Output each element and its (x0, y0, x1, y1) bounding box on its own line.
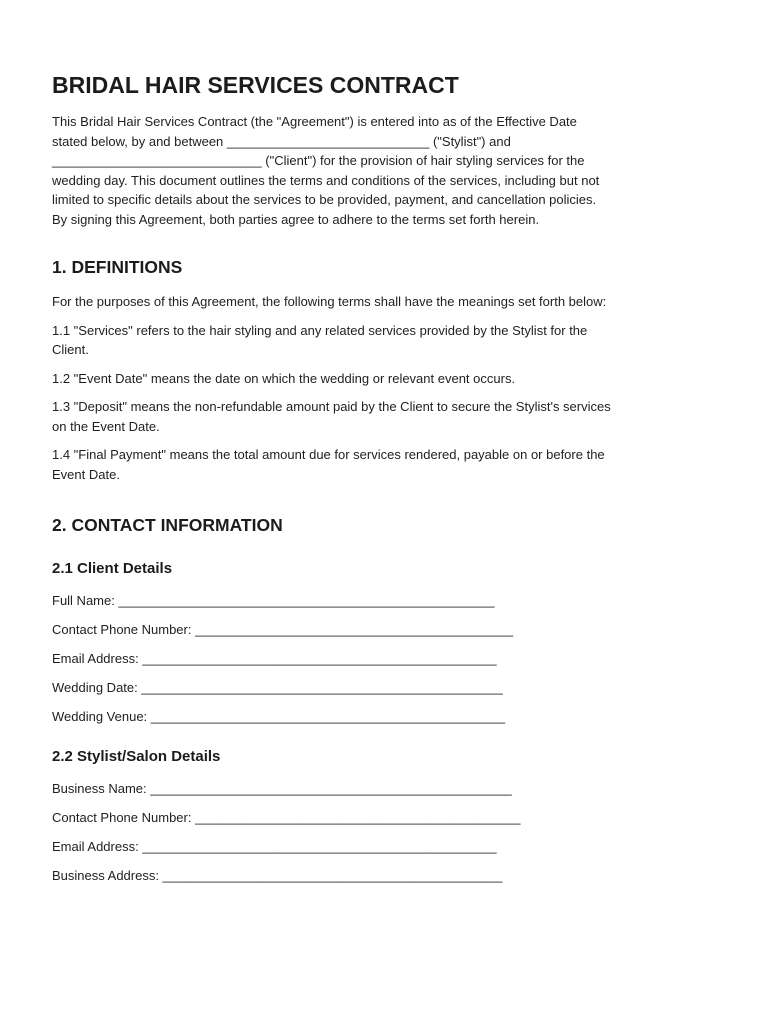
definition-item (52, 321, 732, 360)
definition-line: 1.1 "Services" refers to the hair styling and any related services provided by the Stylist for the (52, 322, 588, 338)
stylist-details-heading: 2.2 Stylist/Salon Details (52, 747, 221, 765)
field-wedding-venue: Wedding Venue: _________________________________________________ (52, 709, 506, 724)
field-email: Email Address: _________________________________________________ (52, 651, 497, 666)
definition-line: on the Event Date. (52, 418, 160, 434)
intro-line: _____________________________ ("Client") for the provision of hair styling services for the (52, 153, 585, 168)
definition-line: Event Date. (52, 466, 120, 482)
definitions-lead: For the purposes of this Agreement, the following terms shall have the meanings set forth below: (52, 294, 607, 309)
definition-item (52, 369, 732, 389)
document-page (52, 70, 732, 885)
field-wedding-date: Wedding Date: __________________________________________________ (52, 680, 503, 695)
definition-item (52, 397, 732, 436)
definition-line: 1.3 "Deposit" means the non-refundable amount paid by the Client to secure the Stylist's services (52, 399, 611, 414)
intro-line: limited to specific details about the services to be provided, payment, and cancellation policies. (52, 192, 597, 207)
intro-paragraph (52, 112, 732, 229)
client-details-fields (52, 591, 732, 727)
definition-line: Client. (52, 342, 89, 357)
client-details-heading: 2.1 Client Details (52, 560, 173, 577)
intro-line: stated below, by and between ____________________________ ("Stylist") and (52, 133, 511, 149)
contact-heading: 2. CONTACT INFORMATION (52, 515, 283, 535)
document-title: BRIDAL HAIR SERVICES CONTRACT (52, 72, 459, 98)
field-email: Email Address: _________________________________________________ (52, 838, 497, 854)
field-contact-phone: Contact Phone Number: ____________________________________________ (52, 622, 514, 637)
stylist-details-fields (52, 779, 732, 886)
intro-line: By signing this Agreement, both parties agree to adhere to the terms set forth herein. (52, 211, 540, 227)
field-full-name: Full Name: ____________________________________________________ (52, 593, 495, 608)
field-contact-phone: Contact Phone Number: _____________________________________________ (52, 809, 521, 825)
definition-item (52, 445, 732, 484)
intro-line: wedding day. This document outlines the terms and conditions of the services, including but not (52, 172, 600, 188)
definitions-heading: 1. DEFINITIONS (52, 257, 183, 277)
definition-line: 1.2 "Event Date" means the date on which the wedding or relevant event occurs. (52, 370, 516, 386)
field-business-name: Business Name: __________________________________________________ (52, 780, 512, 796)
definition-line: 1.4 "Final Payment" means the total amount due for services rendered, payable on or before the (52, 447, 605, 462)
intro-line: This Bridal Hair Services Contract (the "Agreement") is entered into as of the Effective Date (52, 114, 577, 129)
field-business-address: Business Address: _______________________________________________ (52, 867, 503, 883)
